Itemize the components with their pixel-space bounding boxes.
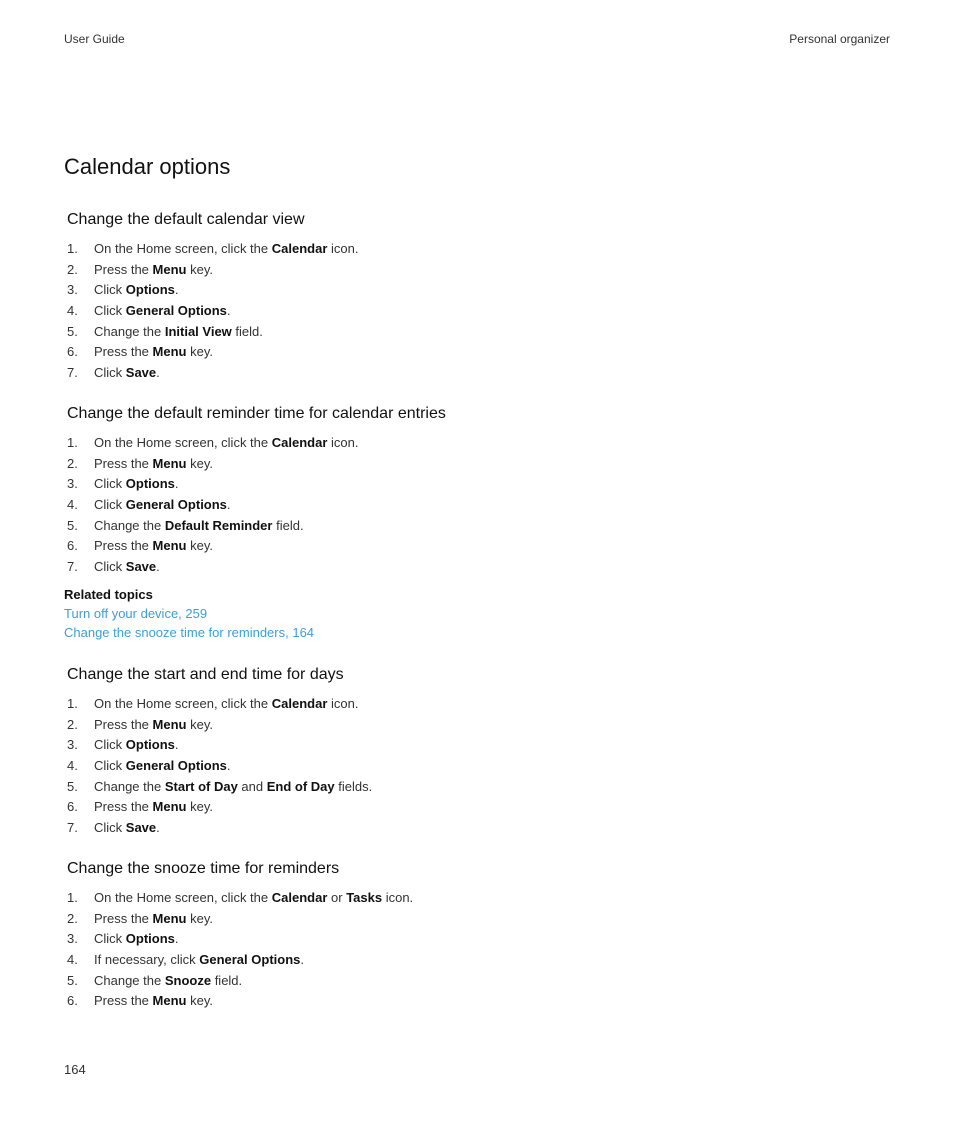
step-item bbox=[67, 756, 887, 777]
step-text-fragment: field. bbox=[272, 517, 304, 533]
step-text-fragment: . bbox=[226, 758, 231, 774]
step-number: 1. bbox=[67, 696, 78, 711]
step-text-fragment: icon. bbox=[382, 890, 414, 905]
step-text-fragment: . bbox=[156, 559, 160, 575]
step-text bbox=[94, 929, 179, 950]
step-text bbox=[94, 694, 358, 715]
step-text bbox=[94, 454, 213, 475]
ui-term: General Options bbox=[125, 497, 227, 513]
steps-list bbox=[67, 694, 887, 839]
step-text-fragment: key. bbox=[186, 799, 213, 815]
step-item bbox=[67, 474, 887, 495]
step-text-fragment: Click bbox=[94, 282, 126, 298]
step-text bbox=[94, 950, 304, 971]
running-header-right: Personal organizer bbox=[789, 32, 890, 46]
step-text-fragment: On the Home screen, click the bbox=[94, 696, 272, 711]
step-item bbox=[67, 888, 887, 909]
step-number: 1. bbox=[67, 890, 78, 905]
ui-term: Options bbox=[125, 931, 175, 947]
step-number: 3. bbox=[67, 737, 78, 753]
step-item bbox=[67, 280, 887, 301]
step-text-fragment: key. bbox=[186, 993, 213, 1009]
step-text bbox=[94, 495, 231, 516]
step-item bbox=[67, 495, 887, 516]
step-text bbox=[94, 301, 231, 322]
step-text-fragment: Press the bbox=[94, 910, 153, 926]
ui-term: Menu bbox=[152, 799, 187, 815]
section-heading: Change the start and end time for days bbox=[67, 666, 344, 683]
ui-term: Start of Day bbox=[164, 778, 238, 794]
step-text-fragment: Change the bbox=[94, 517, 165, 533]
related-topics bbox=[64, 585, 314, 642]
step-text-fragment: key. bbox=[186, 910, 213, 926]
step-text-fragment: Press the bbox=[94, 344, 153, 360]
step-text-fragment: . bbox=[226, 303, 231, 319]
step-item bbox=[67, 777, 887, 798]
step-text-fragment: Press the bbox=[94, 799, 153, 815]
step-text-fragment: Click bbox=[94, 559, 126, 575]
step-text-fragment: Change the bbox=[94, 323, 165, 339]
section-default-calendar-view bbox=[67, 207, 887, 384]
section-heading: Change the default calendar view bbox=[67, 211, 305, 228]
step-item bbox=[67, 694, 887, 715]
ui-term: Menu bbox=[152, 261, 187, 277]
section-heading: Change the snooze time for reminders bbox=[67, 860, 340, 877]
step-text bbox=[94, 474, 179, 495]
step-text-fragment: . bbox=[174, 737, 179, 753]
ui-term: End of Day bbox=[266, 778, 335, 794]
step-number: 5. bbox=[67, 517, 78, 533]
step-item bbox=[67, 971, 887, 992]
step-text bbox=[94, 971, 242, 992]
ui-term: Tasks bbox=[346, 890, 383, 905]
step-number: 7. bbox=[67, 365, 78, 381]
ui-term: General Options bbox=[125, 758, 227, 774]
ui-term: Default Reminder bbox=[164, 517, 273, 533]
step-text-fragment: . bbox=[156, 365, 160, 381]
step-number: 4. bbox=[67, 952, 78, 968]
step-text bbox=[94, 715, 213, 736]
step-text-fragment: Change the bbox=[94, 972, 165, 988]
step-text-fragment: Click bbox=[94, 476, 126, 492]
step-text bbox=[94, 322, 263, 343]
step-number: 2. bbox=[67, 455, 78, 471]
step-item bbox=[67, 818, 887, 839]
step-text-fragment: Click bbox=[94, 365, 126, 381]
step-number: 7. bbox=[67, 820, 78, 836]
ui-term: Calendar bbox=[271, 696, 328, 711]
section-heading: Change the default reminder time for calendar entries bbox=[67, 405, 446, 422]
step-text-fragment: Click bbox=[94, 303, 126, 319]
step-text-fragment: . bbox=[156, 820, 160, 836]
step-text-fragment: . bbox=[174, 476, 179, 492]
related-link-snooze-time[interactable]: Change the snooze time for reminders, 164 bbox=[64, 625, 315, 640]
step-text-fragment: . bbox=[226, 497, 231, 513]
running-header-left: User Guide bbox=[64, 32, 125, 46]
step-number: 5. bbox=[67, 323, 78, 339]
step-text bbox=[94, 909, 213, 930]
step-text bbox=[94, 363, 160, 384]
step-text bbox=[94, 797, 213, 818]
step-item bbox=[67, 991, 887, 1012]
step-text-fragment: key. bbox=[186, 455, 213, 471]
step-item bbox=[67, 363, 887, 384]
step-text-fragment: Press the bbox=[94, 455, 153, 471]
step-item bbox=[67, 433, 887, 454]
ui-term: Options bbox=[125, 476, 175, 492]
section-snooze-time bbox=[67, 856, 887, 1012]
step-item bbox=[67, 260, 887, 281]
ui-term: Options bbox=[125, 737, 175, 753]
step-text-fragment: field. bbox=[211, 972, 243, 988]
step-text-fragment: Click bbox=[94, 820, 126, 836]
step-text-fragment: field. bbox=[231, 323, 263, 339]
steps-list bbox=[67, 433, 887, 578]
step-item bbox=[67, 797, 887, 818]
step-text-fragment: key. bbox=[186, 538, 213, 554]
ui-term: Options bbox=[125, 282, 175, 298]
ui-term: Menu bbox=[152, 538, 187, 554]
step-number: 3. bbox=[67, 931, 78, 947]
step-number: 6. bbox=[67, 993, 78, 1009]
step-text bbox=[94, 342, 213, 363]
step-number: 4. bbox=[67, 758, 78, 774]
step-text-fragment: Click bbox=[94, 497, 126, 513]
ui-term: General Options bbox=[199, 952, 301, 968]
step-text bbox=[94, 433, 358, 454]
step-text bbox=[94, 818, 160, 839]
ui-term: Menu bbox=[152, 344, 187, 360]
step-text-fragment: . bbox=[300, 952, 304, 968]
ui-term: Save bbox=[125, 365, 157, 381]
step-text-fragment: Press the bbox=[94, 261, 153, 277]
step-text-fragment: or bbox=[327, 890, 347, 905]
step-text-fragment: On the Home screen, click the bbox=[94, 435, 272, 450]
section-default-reminder-time bbox=[67, 401, 887, 578]
step-number: 1. bbox=[67, 241, 78, 256]
step-text bbox=[94, 280, 179, 301]
step-number: 3. bbox=[67, 282, 78, 298]
step-text bbox=[94, 516, 304, 537]
step-text-fragment: Click bbox=[94, 737, 126, 753]
step-text-fragment: On the Home screen, click the bbox=[94, 241, 272, 256]
ui-term: Calendar bbox=[271, 890, 328, 905]
step-item bbox=[67, 342, 887, 363]
step-item bbox=[67, 715, 887, 736]
step-text-fragment: Click bbox=[94, 931, 126, 947]
step-text-fragment: key. bbox=[186, 716, 213, 732]
step-text-fragment: If necessary, click bbox=[94, 952, 200, 968]
step-number: 1. bbox=[67, 435, 78, 450]
step-text-fragment: Click bbox=[94, 758, 126, 774]
ui-term: Calendar bbox=[271, 241, 328, 256]
step-text-fragment: Press the bbox=[94, 538, 153, 554]
ui-term: Menu bbox=[152, 910, 187, 926]
step-number: 7. bbox=[67, 559, 78, 575]
step-text-fragment: icon. bbox=[327, 241, 359, 256]
steps-list bbox=[67, 888, 887, 1012]
step-text-fragment: icon. bbox=[327, 696, 359, 711]
step-text-fragment: icon. bbox=[327, 435, 359, 450]
step-text bbox=[94, 557, 160, 578]
step-text-fragment: fields. bbox=[334, 778, 373, 794]
step-number: 3. bbox=[67, 476, 78, 492]
step-text bbox=[94, 756, 231, 777]
step-text bbox=[94, 260, 213, 281]
step-item bbox=[67, 929, 887, 950]
ui-term: Initial View bbox=[164, 323, 232, 339]
step-number: 5. bbox=[67, 778, 78, 794]
step-number: 4. bbox=[67, 303, 78, 319]
step-text-fragment: Change the bbox=[94, 778, 165, 794]
step-text-fragment: On the Home screen, click the bbox=[94, 890, 272, 905]
ui-term: Calendar bbox=[271, 435, 328, 450]
step-item bbox=[67, 516, 887, 537]
page-number: 164 bbox=[64, 1062, 86, 1077]
step-text-fragment: and bbox=[237, 778, 267, 794]
step-number: 2. bbox=[67, 910, 78, 926]
related-link-turn-off-device[interactable]: Turn off your device, 259 bbox=[64, 606, 208, 621]
step-item bbox=[67, 909, 887, 930]
section-start-end-time bbox=[67, 662, 887, 839]
step-number: 6. bbox=[67, 538, 78, 554]
step-text-fragment: Press the bbox=[94, 716, 153, 732]
step-item bbox=[67, 557, 887, 578]
step-number: 6. bbox=[67, 344, 78, 360]
related-topics-title: Related topics bbox=[64, 587, 153, 602]
step-item bbox=[67, 239, 887, 260]
ui-term: Menu bbox=[152, 716, 187, 732]
step-number: 2. bbox=[67, 716, 78, 732]
ui-term: Save bbox=[125, 559, 157, 575]
step-item bbox=[67, 322, 887, 343]
step-item bbox=[67, 301, 887, 322]
step-text-fragment: key. bbox=[186, 261, 213, 277]
step-text bbox=[94, 777, 372, 798]
page-title: Calendar options bbox=[64, 154, 231, 179]
step-number: 2. bbox=[67, 261, 78, 277]
step-text bbox=[94, 888, 413, 909]
ui-term: General Options bbox=[125, 303, 227, 319]
steps-list bbox=[67, 239, 887, 384]
ui-term: Menu bbox=[152, 455, 187, 471]
step-text bbox=[94, 536, 213, 557]
step-text bbox=[94, 735, 179, 756]
step-number: 5. bbox=[67, 972, 78, 988]
step-item bbox=[67, 454, 887, 475]
step-number: 4. bbox=[67, 497, 78, 513]
step-text-fragment: Press the bbox=[94, 993, 153, 1009]
ui-term: Menu bbox=[152, 993, 187, 1009]
step-text bbox=[94, 239, 358, 260]
step-item bbox=[67, 536, 887, 557]
step-number: 6. bbox=[67, 799, 78, 815]
step-item bbox=[67, 950, 887, 971]
step-text-fragment: . bbox=[174, 931, 179, 947]
ui-term: Save bbox=[125, 820, 157, 836]
step-text-fragment: key. bbox=[186, 344, 213, 360]
step-item bbox=[67, 735, 887, 756]
step-text-fragment: . bbox=[174, 282, 179, 298]
ui-term: Snooze bbox=[164, 972, 212, 988]
step-text bbox=[94, 991, 213, 1012]
